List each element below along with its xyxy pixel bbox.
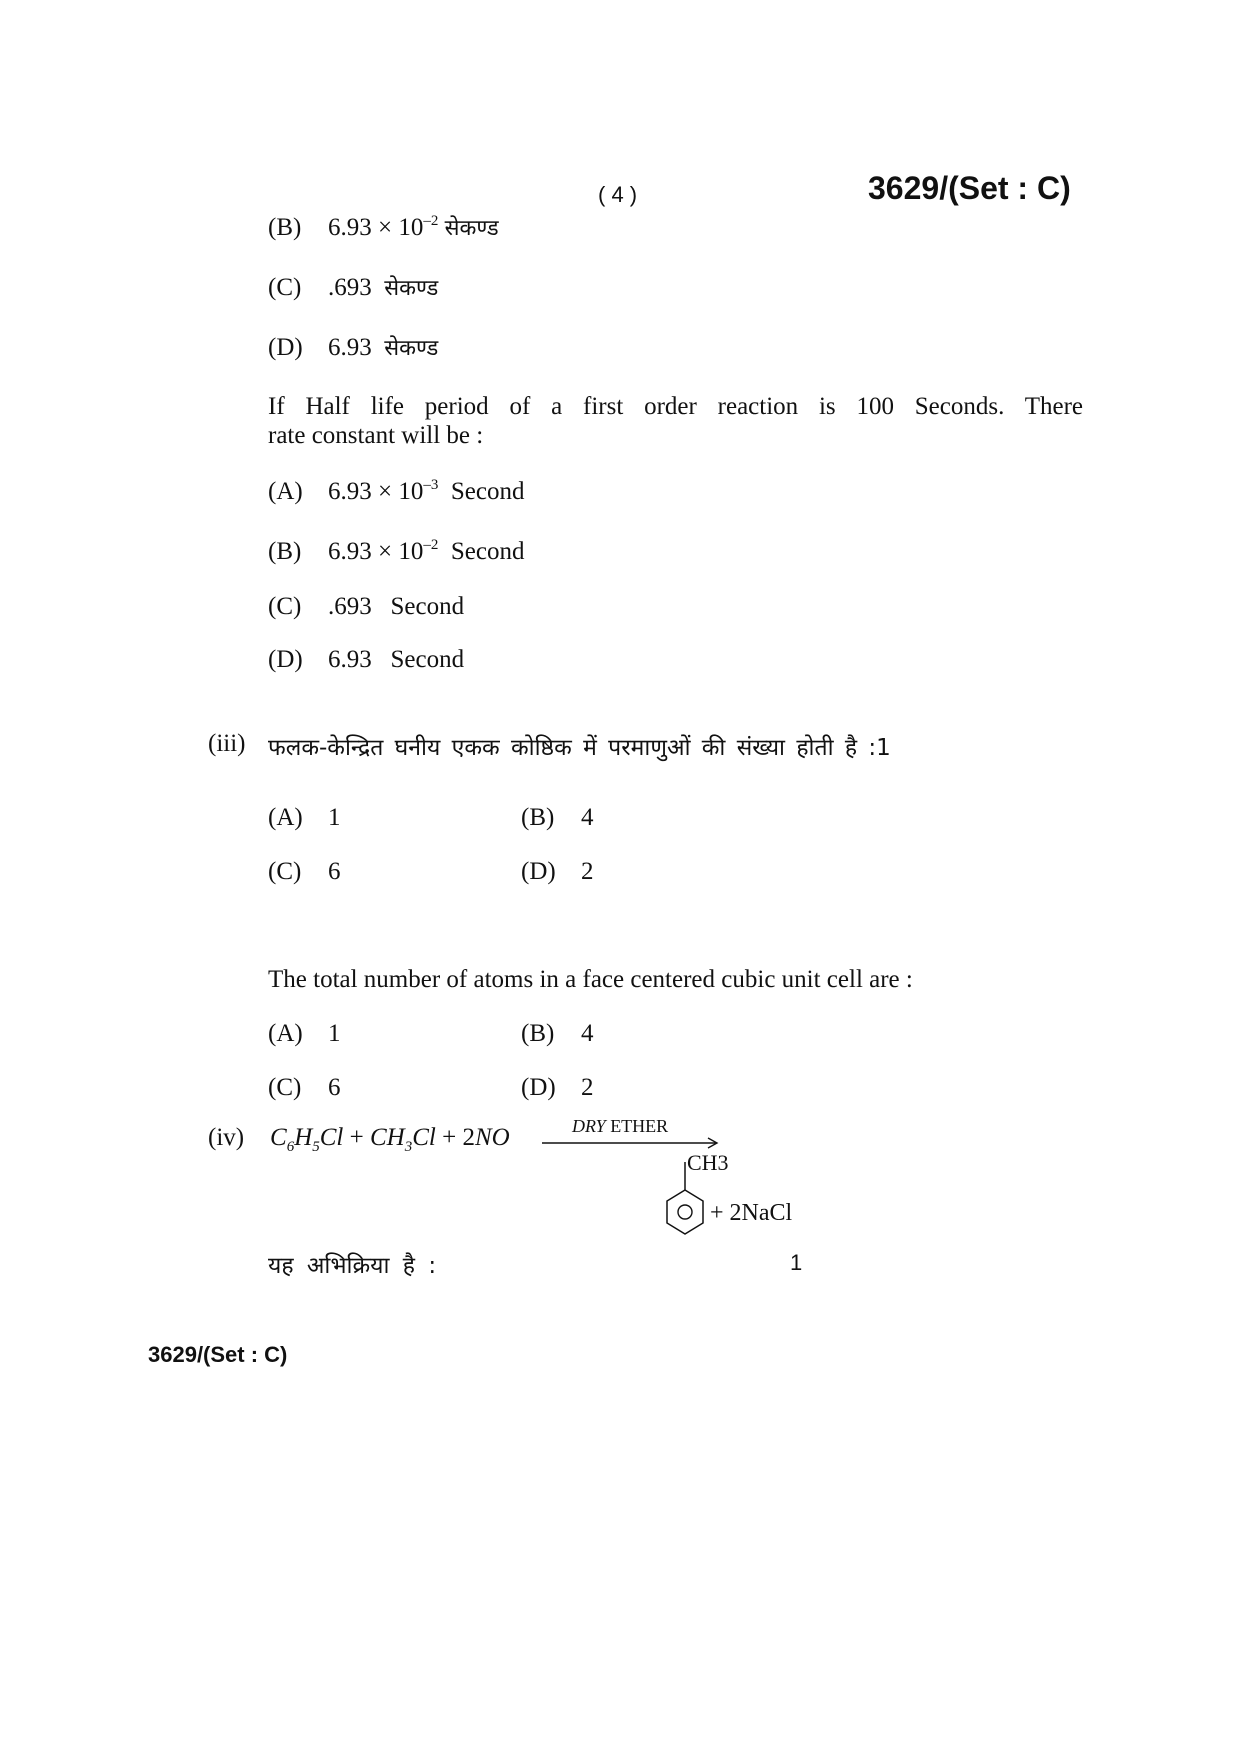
option-value: 4: [581, 1020, 594, 1047]
option-label: (A): [268, 478, 303, 505]
option-unit: Second: [390, 646, 465, 673]
option-label: (A): [268, 804, 303, 831]
option-value: .693: [328, 274, 372, 301]
option-label: (D): [268, 334, 303, 361]
option-unit: सेकण्ड: [384, 336, 439, 361]
option-label: (B): [268, 538, 302, 565]
option-unit: सेकण्ड: [384, 276, 439, 301]
option-c-hindi: [268, 272, 438, 302]
option-value: 2: [581, 858, 594, 885]
option-value: 6: [328, 858, 341, 885]
option-value: 6.93 × 10: [328, 538, 424, 565]
question-iv-number: (iv): [208, 1124, 245, 1151]
reaction-arrow: [542, 1116, 722, 1146]
option-c-english: [268, 593, 464, 621]
option-label: (B): [521, 1020, 555, 1047]
question-iii-hindi-text: फलक-केन्द्रित घनीय एकक कोष्ठिक में परमाणुओं की संख्या होती है :1: [268, 735, 891, 761]
set-code-header: 3629/(Set : C): [868, 170, 1071, 206]
exponent: –3: [423, 477, 439, 493]
product-structure: [655, 1150, 855, 1250]
option-c-iii-english: [268, 1074, 341, 1102]
option-label: (B): [268, 214, 302, 241]
option-label: (C): [268, 274, 302, 301]
option-b-iii-english: [521, 1020, 594, 1048]
arrow-reagent-label: DRY ETHER: [572, 1116, 669, 1136]
exponent: –2: [423, 537, 439, 553]
question-iii-number: (iii): [208, 730, 246, 757]
option-value: 6.93 × 10: [328, 214, 424, 241]
option-a-iii-hindi: [268, 804, 341, 832]
option-value: 1: [328, 804, 341, 831]
option-label: (C): [268, 1074, 302, 1101]
option-value: 6.93: [328, 334, 372, 361]
option-label: (D): [521, 1074, 556, 1101]
option-a-english: [268, 478, 524, 506]
option-unit: सेकण्ड: [444, 216, 499, 241]
option-value: 2: [581, 1074, 594, 1101]
question-line: rate constant will be :: [268, 422, 484, 449]
question-iii-english-text: The total number of atoms in a face centered cubic unit cell are :: [268, 966, 913, 993]
arrow-icon: [542, 1136, 722, 1150]
product-byproduct: + 2NaCl: [710, 1200, 793, 1226]
option-b-hindi: [268, 212, 499, 242]
option-value: 6: [328, 1074, 341, 1101]
option-value: 1: [328, 1020, 341, 1047]
option-label: (C): [268, 593, 302, 620]
option-label: (D): [268, 646, 303, 673]
option-c-iii-hindi: [268, 858, 341, 886]
question-iv-marks: 1: [790, 1250, 803, 1275]
option-value: .693: [328, 593, 372, 620]
option-b-iii-hindi: [521, 804, 594, 832]
option-a-iii-english: [268, 1020, 341, 1048]
set-code-footer: 3629/(Set : C): [148, 1342, 288, 1367]
option-b-english: [268, 538, 524, 566]
option-unit: Second: [450, 478, 525, 505]
option-value: 4: [581, 804, 594, 831]
option-d-iii-english: [521, 1074, 594, 1102]
exponent: –2: [423, 213, 439, 229]
option-d-iii-hindi: [521, 858, 594, 886]
product-methyl-group: CH3: [687, 1150, 729, 1175]
option-label: (D): [521, 858, 556, 885]
option-label: (A): [268, 1020, 303, 1047]
question-ii-english-text: [268, 392, 1083, 450]
page-number: ( 4 ): [598, 182, 638, 207]
option-unit: Second: [390, 593, 465, 620]
reaction-equation: $C_6H_5Cl + CH_3Cl + 2NO$: [270, 1124, 510, 1155]
option-label: (B): [521, 804, 555, 831]
option-d-hindi: [268, 332, 438, 362]
question-iv-hindi-text: यह अभिक्रिया है :: [268, 1253, 437, 1279]
option-label: (C): [268, 858, 302, 885]
option-unit: Second: [450, 538, 525, 565]
option-value: 6.93 × 10: [328, 478, 424, 505]
option-value: 6.93: [328, 646, 372, 673]
question-line: If Half life period of a first order reaction is 100 Seconds. There: [268, 393, 1083, 420]
option-d-english: [268, 646, 464, 674]
